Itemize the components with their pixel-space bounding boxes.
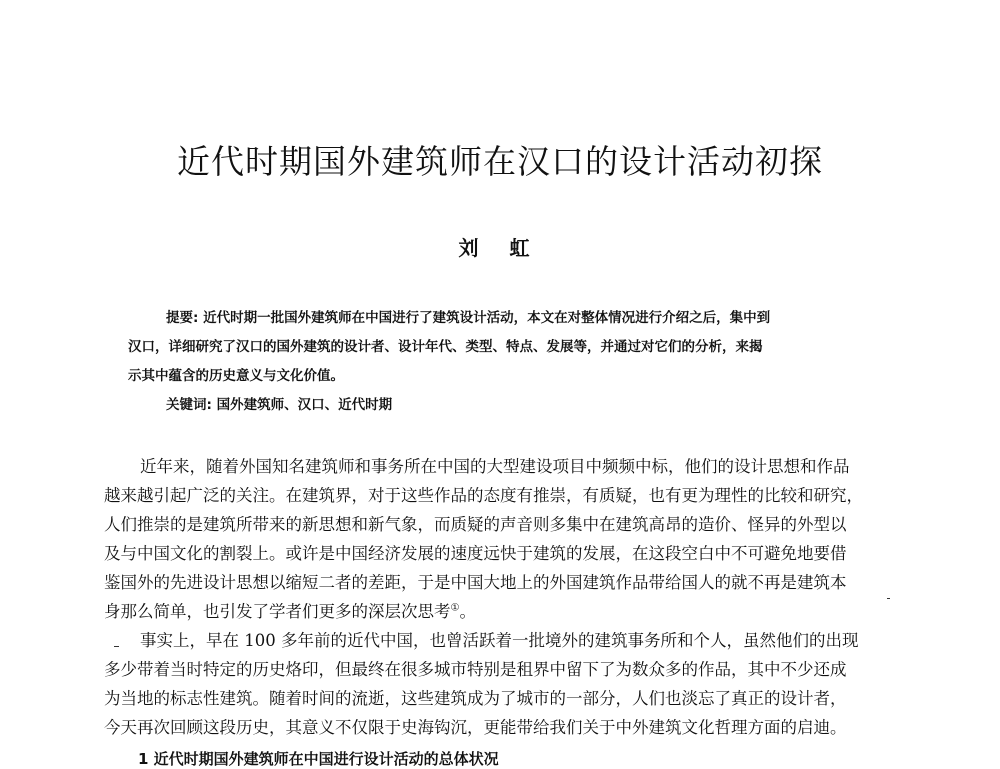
abstract-line xyxy=(128,304,868,333)
abstract-line: 示其中蕴含的历史意义与文化价值。 xyxy=(128,368,344,384)
paragraph-line-last: 身那么简单，也引发了学者们更多的深层次思考①。 xyxy=(104,602,476,621)
paragraph-line: 越来越引起广泛的关注。在建筑界，对于这些作品的态度有推崇，有质疑，也有更为理性的比较和研究， xyxy=(104,486,863,505)
section-heading: 1 近代时期国外建筑师在中国进行设计活动的总体状况 xyxy=(138,750,499,768)
abstract-line: 汉口，详细研究了汉口的国外建筑的设计者、设计年代、类型、特点、发展等，并通过对它们的分析，来揭 xyxy=(128,339,763,355)
paragraph-line: 今天再次回顾这段历史，其意义不仅限于史海钩沉，更能带给我们关于中外建筑文化哲理方面的启迪。 xyxy=(104,718,847,737)
abstract-block xyxy=(128,304,868,420)
abstract-label: 提要: xyxy=(166,310,199,326)
keywords-value: 国外建筑师、汉口、近代时期 xyxy=(216,397,393,413)
scan-mark xyxy=(887,598,890,599)
paragraph-line: 鉴国外的先进设计思想以缩短二者的差距，于是中国大地上的外国建筑作品带给国人的就不再是建筑本 xyxy=(104,573,847,592)
scan-mark xyxy=(114,646,119,647)
keywords-label: 关键词: xyxy=(166,397,212,413)
keywords-line xyxy=(128,391,868,420)
paragraph-line: 为当地的标志性建筑。随着时间的流逝，这些建筑成为了城市的一部分，人们也淡忘了真正的设计者， xyxy=(104,689,847,708)
paragraph-text: 身那么简单，也引发了学者们更多的深层次思考 xyxy=(104,602,451,621)
paragraph-line: 近年来，随着外国知名建筑师和事务所在中国的大型建设项目中频频中标，他们的设计思想和作品 xyxy=(140,457,850,476)
paragraph-line: 事实上，早在 100 多年前的近代中国，也曾活跃着一批境外的建筑事务所和个人，虽然他们的出现 xyxy=(140,631,859,650)
paragraph-line: 人们推崇的是建筑所带来的新思想和新气象，而质疑的声音则多集中在建筑高昂的造价、怪异的外型以 xyxy=(104,515,847,534)
author-name: 刘 虹 xyxy=(458,236,542,260)
body-text xyxy=(104,452,894,742)
paragraph-line: 多少带着当时特定的历史烙印，但最终在很多城市特别是租界中留下了为数众多的作品，其中不少还成 xyxy=(104,660,847,679)
paper-title: 近代时期国外建筑师在汉口的设计活动初探 xyxy=(177,142,823,181)
paragraph-line: 及与中国文化的割裂上。或许是中国经济发展的速度远快于建筑的发展，在这段空白中不可避免地要借 xyxy=(104,544,847,563)
abstract-text: 近代时期一批国外建筑师在中国进行了建筑设计活动，本文在对整体情况进行介绍之后，集中到 xyxy=(203,310,771,326)
footnote-marker: ① xyxy=(450,602,460,614)
